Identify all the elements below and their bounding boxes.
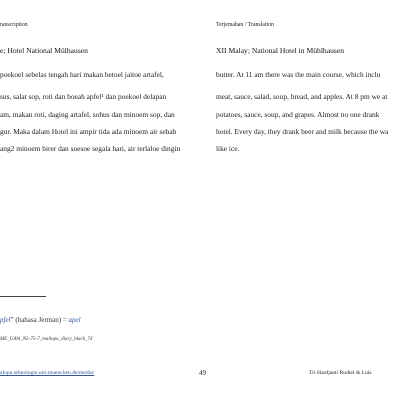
- footnote-reference: ME_UAhl_NL-75-7_mailopu_diary_black_74: [0, 337, 93, 342]
- footnote-term: pfel: [0, 316, 11, 324]
- page-number: 49: [199, 369, 206, 377]
- translation-line: like ice.: [216, 144, 240, 153]
- transcription-line: gur. Maka dalam Hotel ini ampir tida ada minoem air sebab: [0, 127, 177, 136]
- translation-line: potatoes, sauce, soup, and grapes. Almost no one drank: [216, 110, 380, 119]
- translation-line: meat, sauce, salad, soup, bread, and apples. At 8 pm we at: [216, 92, 388, 101]
- left-section-title: e; Hotel National Mülhausen: [0, 46, 88, 55]
- left-column-header: ranscription: [0, 22, 28, 28]
- right-column-header: Terjemahan / Translation: [216, 22, 274, 28]
- translation-line: hotel. Every day, they drank beer and milk because the wa: [216, 127, 389, 136]
- footer-authors: Tri Hardjanti Rudiel & Luis: [309, 370, 372, 376]
- footer-link[interactable]: alopu.ethnologie.uni-muenchen.de/media/: [0, 370, 95, 376]
- right-section-title: XII Malay; National Hotel in Mühlhausen: [216, 46, 345, 55]
- footnote-translation: apel: [68, 316, 81, 324]
- transcription-line: ang2 minoem birer dan soesoe segala hari, air terlaloe dingin: [0, 144, 181, 153]
- transcription-line: poekoel sebelas tengah hari makan betoel jaitoe artafel,: [0, 70, 164, 79]
- translation-line: butter. At 11 am there was the main course, which inclu: [216, 70, 381, 79]
- footnote-separator: [0, 296, 46, 297]
- transcription-line: sus, salat sop, roti dan boeah apfel¹ dan poekoel delapan: [0, 92, 167, 101]
- footnote-text: [0, 316, 81, 324]
- transcription-line: am, makan roti, daging artafel, sohus dan minoem sop, dan: [0, 110, 175, 119]
- footnote-middle: ” (bahasa Jerman) =: [10, 316, 69, 324]
